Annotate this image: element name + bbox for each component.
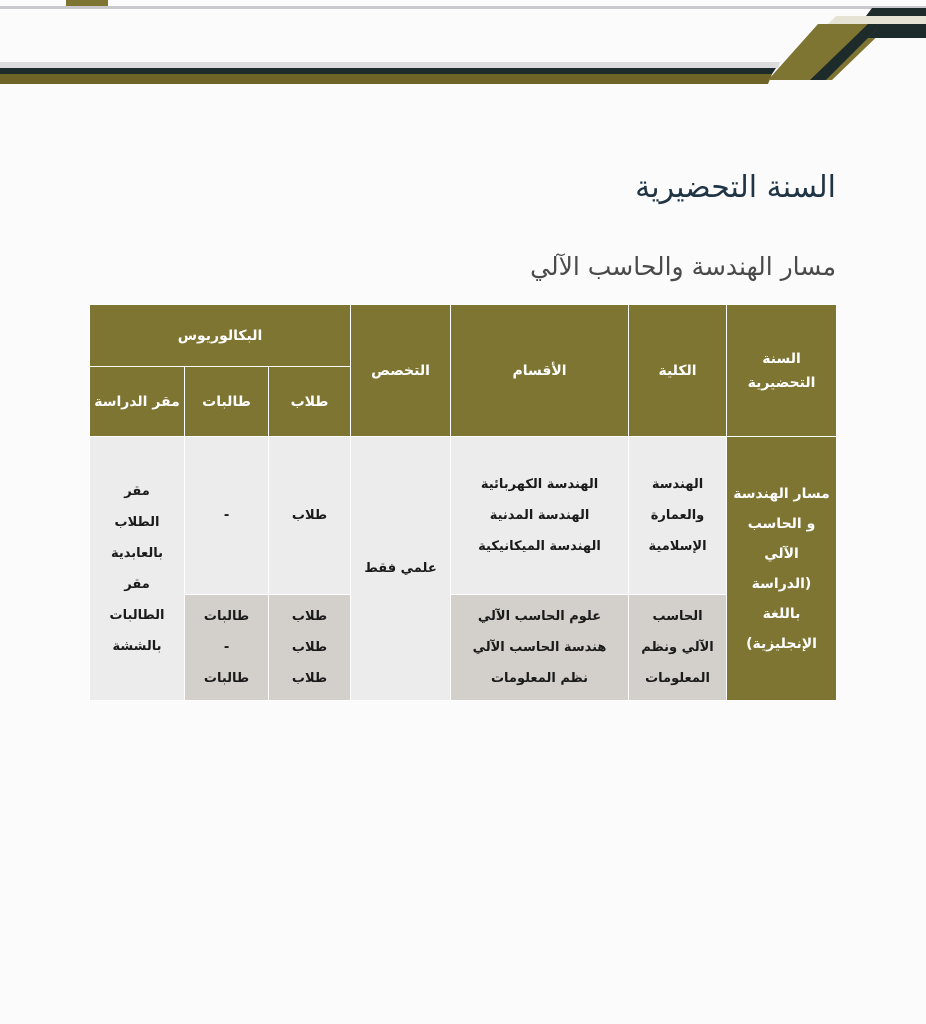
cell-line: باللغة: [762, 605, 801, 622]
departments-cell: [451, 437, 629, 595]
cell-line: بالعابدية: [110, 545, 164, 561]
cell-line: (الدراسة: [751, 575, 812, 592]
header-specialization: التخصص: [351, 305, 451, 437]
cell-line: طلاب: [291, 609, 328, 624]
cell-line: طلاب: [291, 508, 328, 523]
header-departments: الأقسام: [451, 305, 629, 437]
cell-line: والعمارة: [650, 508, 705, 523]
specialization-cell: علمي فقط: [351, 437, 451, 701]
cell-line: بالششة: [112, 638, 162, 654]
cell-line: المعلومات: [645, 671, 710, 686]
programs-table: [89, 304, 837, 701]
cell-line: طالبات: [203, 671, 250, 686]
male-cell: [269, 437, 351, 595]
cell-line: الهندسة: [651, 477, 704, 492]
location-cell: [90, 437, 185, 701]
table-row: [90, 595, 837, 701]
header-male: طلاب: [269, 367, 351, 437]
college-cell: [629, 437, 727, 595]
female-cell: [185, 595, 269, 701]
header-bachelor: البكالوريوس: [90, 305, 351, 367]
cell-line: الطالبات: [109, 607, 165, 623]
cell-line: الآلي: [764, 545, 799, 562]
header-college: الكلية: [629, 305, 727, 437]
header-prep-year: السنة التحضيرية: [727, 305, 837, 437]
cell-line: الإسلامية: [648, 539, 707, 554]
cell-line: طلاب: [291, 671, 328, 686]
header-female: طالبات: [185, 367, 269, 437]
prep-year-cell: [727, 437, 837, 701]
cell-line: الهندسة الميكانيكية: [478, 539, 601, 554]
page-title: السنة التحضيرية: [635, 170, 836, 205]
cell-line: مقر: [124, 576, 150, 592]
header-location: مقر الدراسة: [90, 367, 185, 437]
cell-line: علوم الحاسب الآلي: [477, 609, 602, 624]
cell-line: -: [223, 508, 230, 523]
cell-line: الهندسة المدنية: [489, 508, 590, 523]
male-cell: [269, 595, 351, 701]
departments-cell: [451, 595, 629, 701]
cell-line: و الحاسب: [747, 515, 816, 532]
cell-line: الطلاب: [114, 514, 160, 530]
cell-line: -: [223, 640, 230, 655]
table-row: [90, 437, 837, 595]
cell-line: الحاسب: [652, 609, 703, 624]
cell-line: طلاب: [291, 640, 328, 655]
cell-line: الآلي ونظم: [641, 640, 714, 655]
page-subtitle: مسار الهندسة والحاسب الآلي: [530, 252, 836, 281]
female-cell: [185, 437, 269, 595]
cell-line: الهندسة الكهربائية: [480, 477, 599, 492]
header-banner: [0, 0, 926, 90]
cell-line: هندسة الحاسب الآلي: [472, 640, 607, 655]
cell-line: مسار الهندسة: [733, 485, 830, 502]
cell-line: الإنجليزية): [746, 635, 817, 652]
cell-line: طالبات: [203, 609, 250, 624]
cell-line: مقر: [124, 483, 150, 499]
college-cell: [629, 595, 727, 701]
cell-line: نظم المعلومات: [490, 671, 589, 686]
